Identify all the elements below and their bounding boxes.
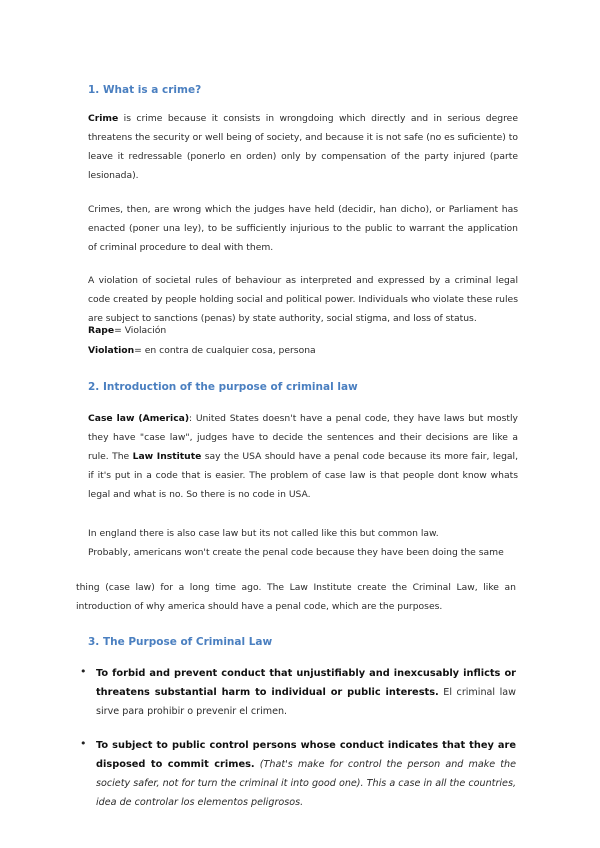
bullet-1-text: El criminal law sirve para prohibir o prevenir el crimen.: [96, 687, 516, 717]
rape-definition: [88, 325, 166, 336]
section-2-paragraph-3: thing (case law) for a long time ago. The Law Institute create the Criminal Law, like an introduction of why america should have a penal code, which are the purposes.: [76, 582, 516, 612]
bullet-2-strong: To subject to public control persons whose conduct indicates that they are disposed to commit crimes.: [96, 740, 516, 770]
section-3-heading: 3. The Purpose of Criminal Law: [88, 636, 273, 648]
law-institute-term: Law Institute: [132, 451, 202, 462]
purpose-bullet-1: [96, 664, 516, 721]
crime-definition: is crime because it consists in wrongdoing which directly and in serious degree threatens the security or well being of society, and because it is not safe (no es suficiente) to leave it redressable (ponerlo en orden) only by compensation of the party injured (parte lesionada).: [88, 113, 518, 181]
bullet-2-italic: (That's make for control the person and make the society safer, not for turn the criminal it into good one). This a case in all the countries, idea de controlar los elementos peligrosos.: [96, 759, 516, 808]
section-2-line-england: In england there is also case law but its not called like this but common law.: [88, 528, 439, 539]
section-1-paragraph-1: [88, 109, 518, 185]
rape-term: Rape: [88, 325, 115, 336]
rape-translation: = Violación: [114, 325, 167, 336]
case-law-text-b: say the USA should have a penal code because its more fair, legal, if it's put in a code that is easier. The problem of case law is that people dont know whats legal and what is no. So there is no code in USA.: [88, 451, 518, 500]
bullet-1-marker: •: [80, 665, 87, 678]
purpose-bullet-2: [96, 736, 516, 812]
section-1-paragraph-2: Crimes, then, are wrong which the judges have held (decidir, han dicho), or Parliament has enacted (poner una ley), to be sufficiently injurious to the public to warrant the application of criminal procedure to deal with them.: [88, 204, 518, 253]
bullet-1-strong: To forbid and prevent conduct that unjustifiably and inexcusably inflicts or threatens substantial harm to individual or public interests.: [96, 668, 516, 698]
section-2-paragraph-1: [88, 409, 518, 504]
section-1-heading: 1. What is a crime?: [88, 84, 202, 96]
bullet-2-marker: •: [80, 737, 87, 750]
violation-term: Violation: [88, 345, 135, 356]
case-law-text-a: : United States doesn't have a penal code, they have laws but mostly they have "case law", judges have to decide the sentences and their decisions are like a rule. The: [88, 413, 518, 462]
case-law-term: Case law (America): [88, 413, 190, 424]
section-2-line-probably: Probably, americans won't create the penal code because they have been doing the same: [88, 547, 504, 558]
violation-definition: [88, 345, 316, 356]
section-2-heading: 2. Introduction of the purpose of criminal law: [88, 381, 358, 393]
crime-term: Crime: [88, 113, 119, 124]
violation-translation: = en contra de cualquier cosa, persona: [134, 345, 316, 356]
section-1-paragraph-3: A violation of societal rules of behaviour as interpreted and expressed by a criminal legal code created by people holding social and political power. Individuals who violate these rules are subject to sanctions (penas) by state authority, social stigma, and loss of status.: [88, 275, 518, 324]
